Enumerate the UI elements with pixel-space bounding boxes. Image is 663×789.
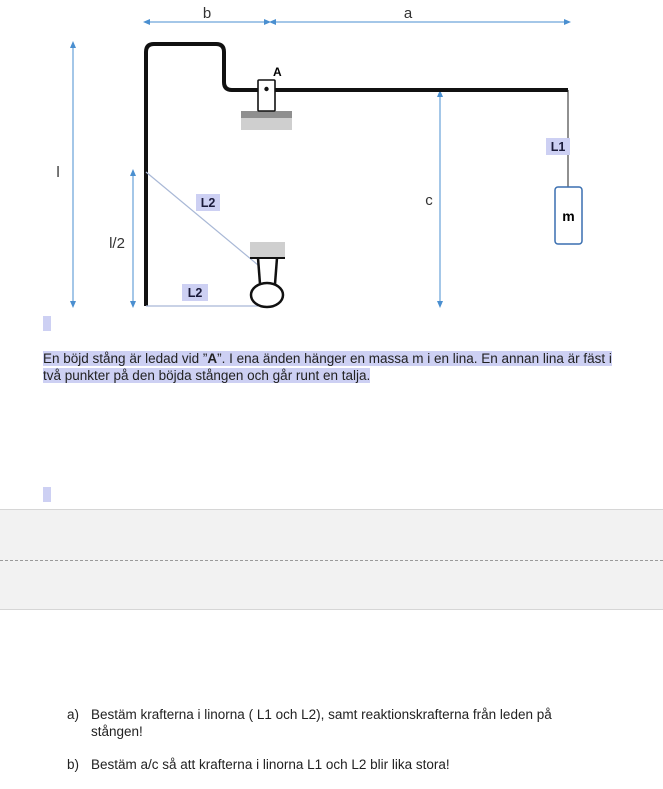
question-item <box>67 706 607 740</box>
label-b: b <box>202 5 212 22</box>
question-text: Bestäm a/c så att krafterna i linorna L1 och L2 blir lika stora! <box>91 757 450 772</box>
description-hinge-label: A <box>207 351 218 366</box>
paragraph-marker-top <box>43 316 51 331</box>
label-l-half: l/2 <box>109 235 125 252</box>
hinge-support <box>241 80 292 130</box>
pulley <box>250 242 285 307</box>
label-L2-diagonal: L2 <box>200 196 216 210</box>
question-marker: a) <box>67 707 80 722</box>
page-break-band <box>0 509 663 610</box>
page-break-dashed-line <box>0 560 663 561</box>
mechanics-diagram <box>0 0 663 320</box>
question-list <box>67 706 607 789</box>
question-text: Bestäm krafterna i linorna ( L1 och L2), samt reaktionskrafterna från leden på stången! <box>91 707 552 739</box>
label-a: a <box>403 5 413 22</box>
question-marker: b) <box>67 757 80 772</box>
label-m: m <box>562 208 575 224</box>
label-l: l <box>56 164 60 181</box>
label-L1: L1 <box>550 140 566 154</box>
question-item <box>67 756 607 773</box>
description-part-2: ”. I ena änden hänger en massa m i en lina. En annan lina är fäst i två punkter på den böjda stången och går runt en talja. <box>43 351 612 383</box>
description-part-1: En böjd stång är ledad vid ” <box>43 351 208 366</box>
paragraph-marker-bottom <box>43 487 51 502</box>
label-A: A <box>273 65 282 79</box>
label-L2-horizontal: L2 <box>187 286 203 300</box>
bent-rod <box>146 44 568 306</box>
rope-L2-diagonal <box>146 172 258 265</box>
label-c: c <box>425 192 433 209</box>
problem-description <box>43 350 613 384</box>
